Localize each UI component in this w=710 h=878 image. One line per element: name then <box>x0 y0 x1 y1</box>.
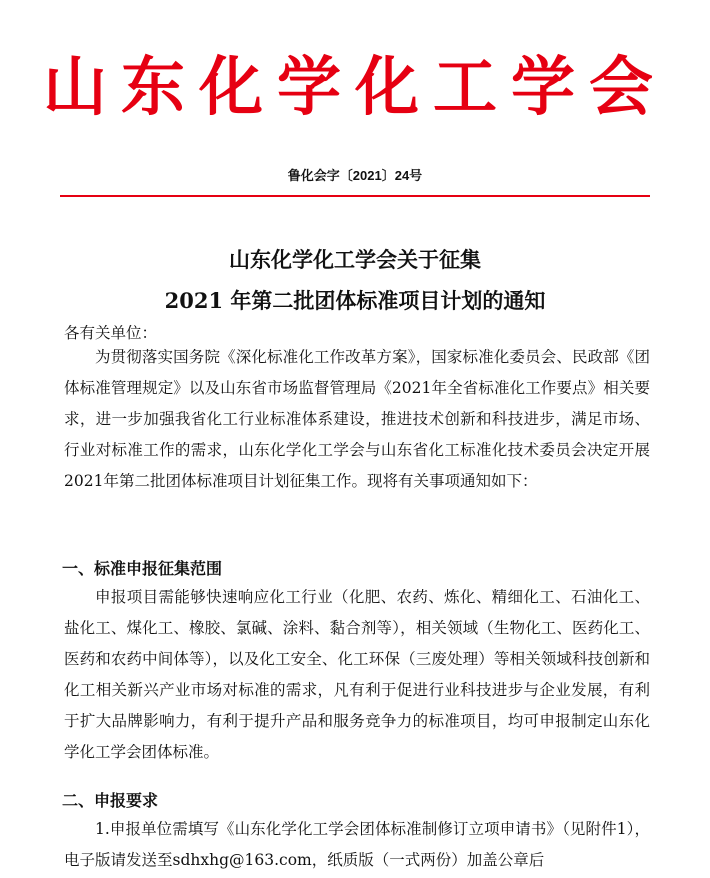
header-divider <box>60 195 650 197</box>
organization-header: 山东化学化工学会 <box>43 50 667 125</box>
document-number: 鲁化会字〔2021〕24号 <box>287 168 423 183</box>
section-1-paragraph: 申报项目需能够快速响应化工行业（化肥、农药、炼化、精细化工、石油化工、盐化工、煤化工、橡胶、氯碱、涂料、黏合剂等），相关领域（生物化工、医药化工、医药和农药中间体等），以及化工安全、化工环保（三废处理）等相关领域科技创新和化工相关新兴产业市场对标准的需求，凡有利于促进行业科技进步与企业发展，有利于扩大品牌影响力，有利于提升产品和服务竞争力的标准项目，均可申报制定山东化学化工学会团体标准。 <box>64 588 650 761</box>
intro-paragraph: 为贯彻落实国务院《深化标准化工作改革方案》，国家标准化委员会、民政部《团体标准管理规定》以及山东省市场监督管理局《2021年全省标准化工作要点》相关要求，进一步加强我省化工行业标准体系建设，推进技术创新和科技进步，满足市场、行业对标准工作的需求，山东化学化工学会与山东省化工标准化技术委员会决定开展2021年第二批团体标准项目计划征集工作。现将有关事项通知如下： <box>64 348 650 490</box>
title-line-2: 2021 年第二批团体标准项目计划的通知 <box>164 288 546 313</box>
section-1-heading: 一、标准申报征集范围 <box>62 559 223 578</box>
title-line-1: 山东化学化工学会关于征集 <box>229 247 481 272</box>
section-2-heading: 二、申报要求 <box>62 791 159 810</box>
salutation: 各有关单位： <box>64 324 158 342</box>
section-2-item-1: 1.申报单位需填写《山东化学化工学会团体标准制修订立项申请书》（见附件1），电子版请发送至sdhxhg@163.com，纸质版（一式两份）加盖公章后 <box>64 820 650 869</box>
